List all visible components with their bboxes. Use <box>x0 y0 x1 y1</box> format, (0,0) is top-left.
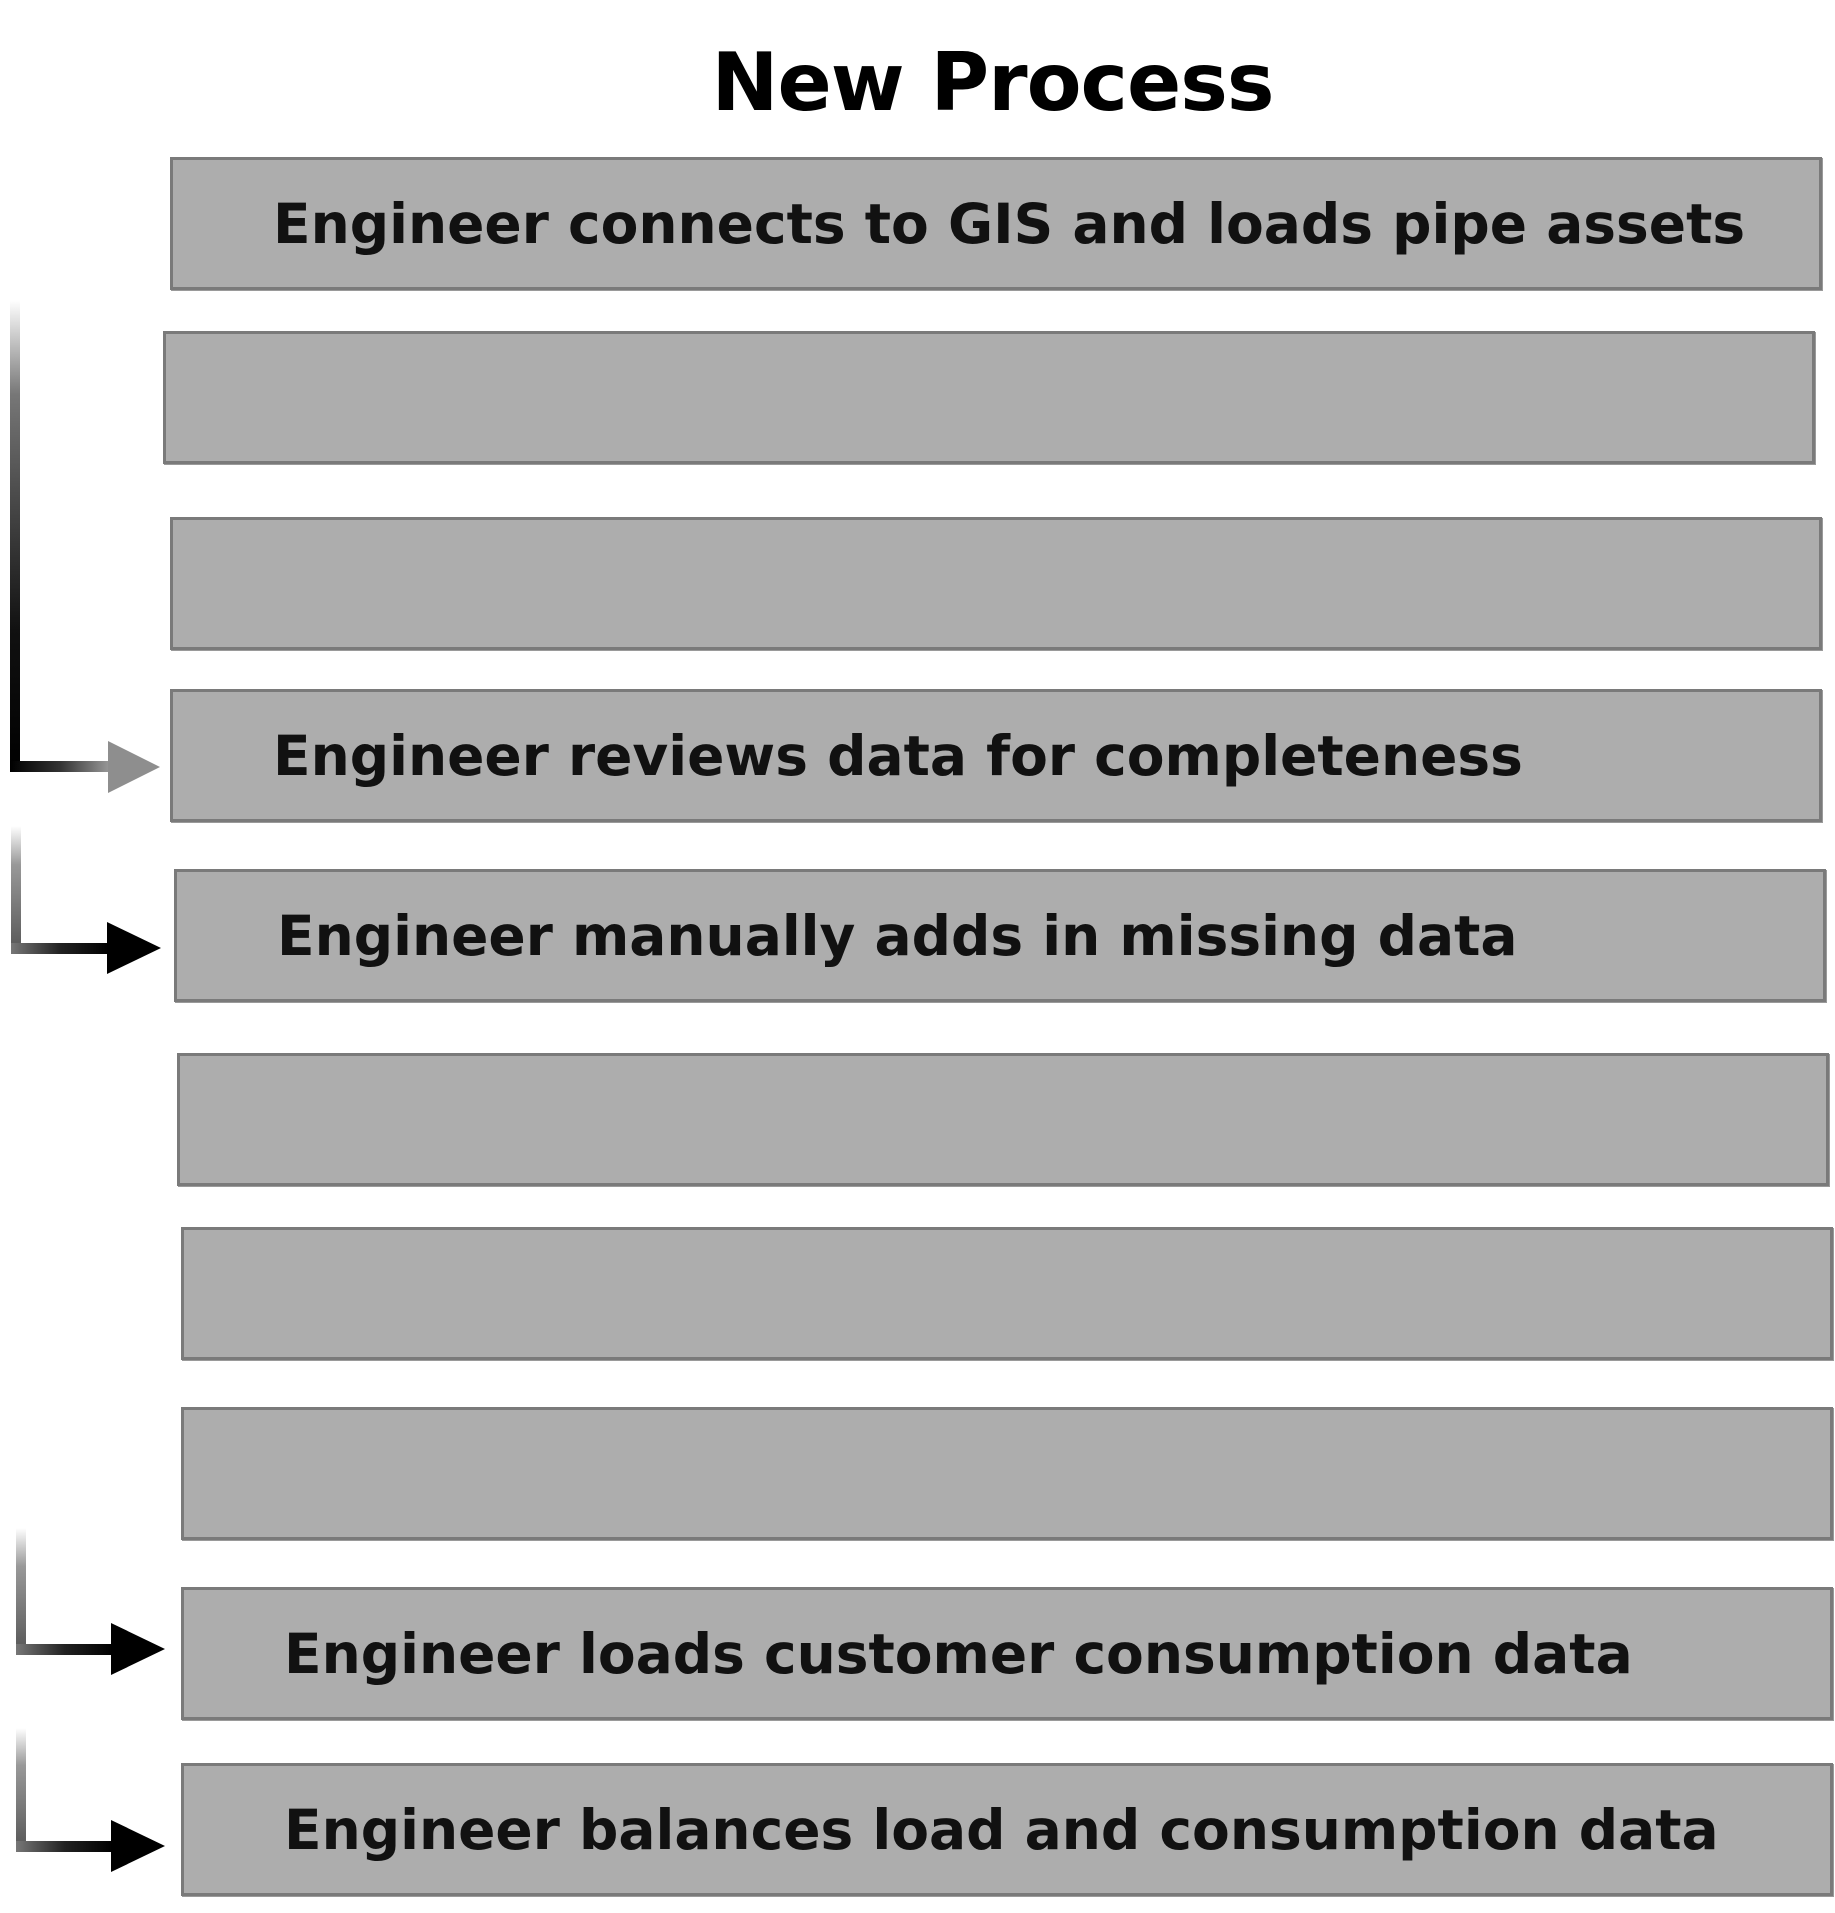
step-label-1: Engineer connects to GIS and loads pipe assets <box>273 191 1746 256</box>
step-label-10: Engineer balances load and consumption data <box>284 1797 1719 1862</box>
step-label-9: Engineer loads customer consumption data <box>284 1621 1633 1686</box>
step-label-4: Engineer reviews data for completeness <box>273 723 1523 788</box>
step-label-5: Engineer manually adds in missing data <box>277 903 1518 968</box>
arrow-into-step5 <box>11 826 161 974</box>
arrow-step1-to-step4 <box>10 300 160 793</box>
arrow-into-step10 <box>16 1728 165 1872</box>
arrow-into-step9 <box>16 1528 165 1675</box>
page-title: New Process <box>711 36 1274 129</box>
